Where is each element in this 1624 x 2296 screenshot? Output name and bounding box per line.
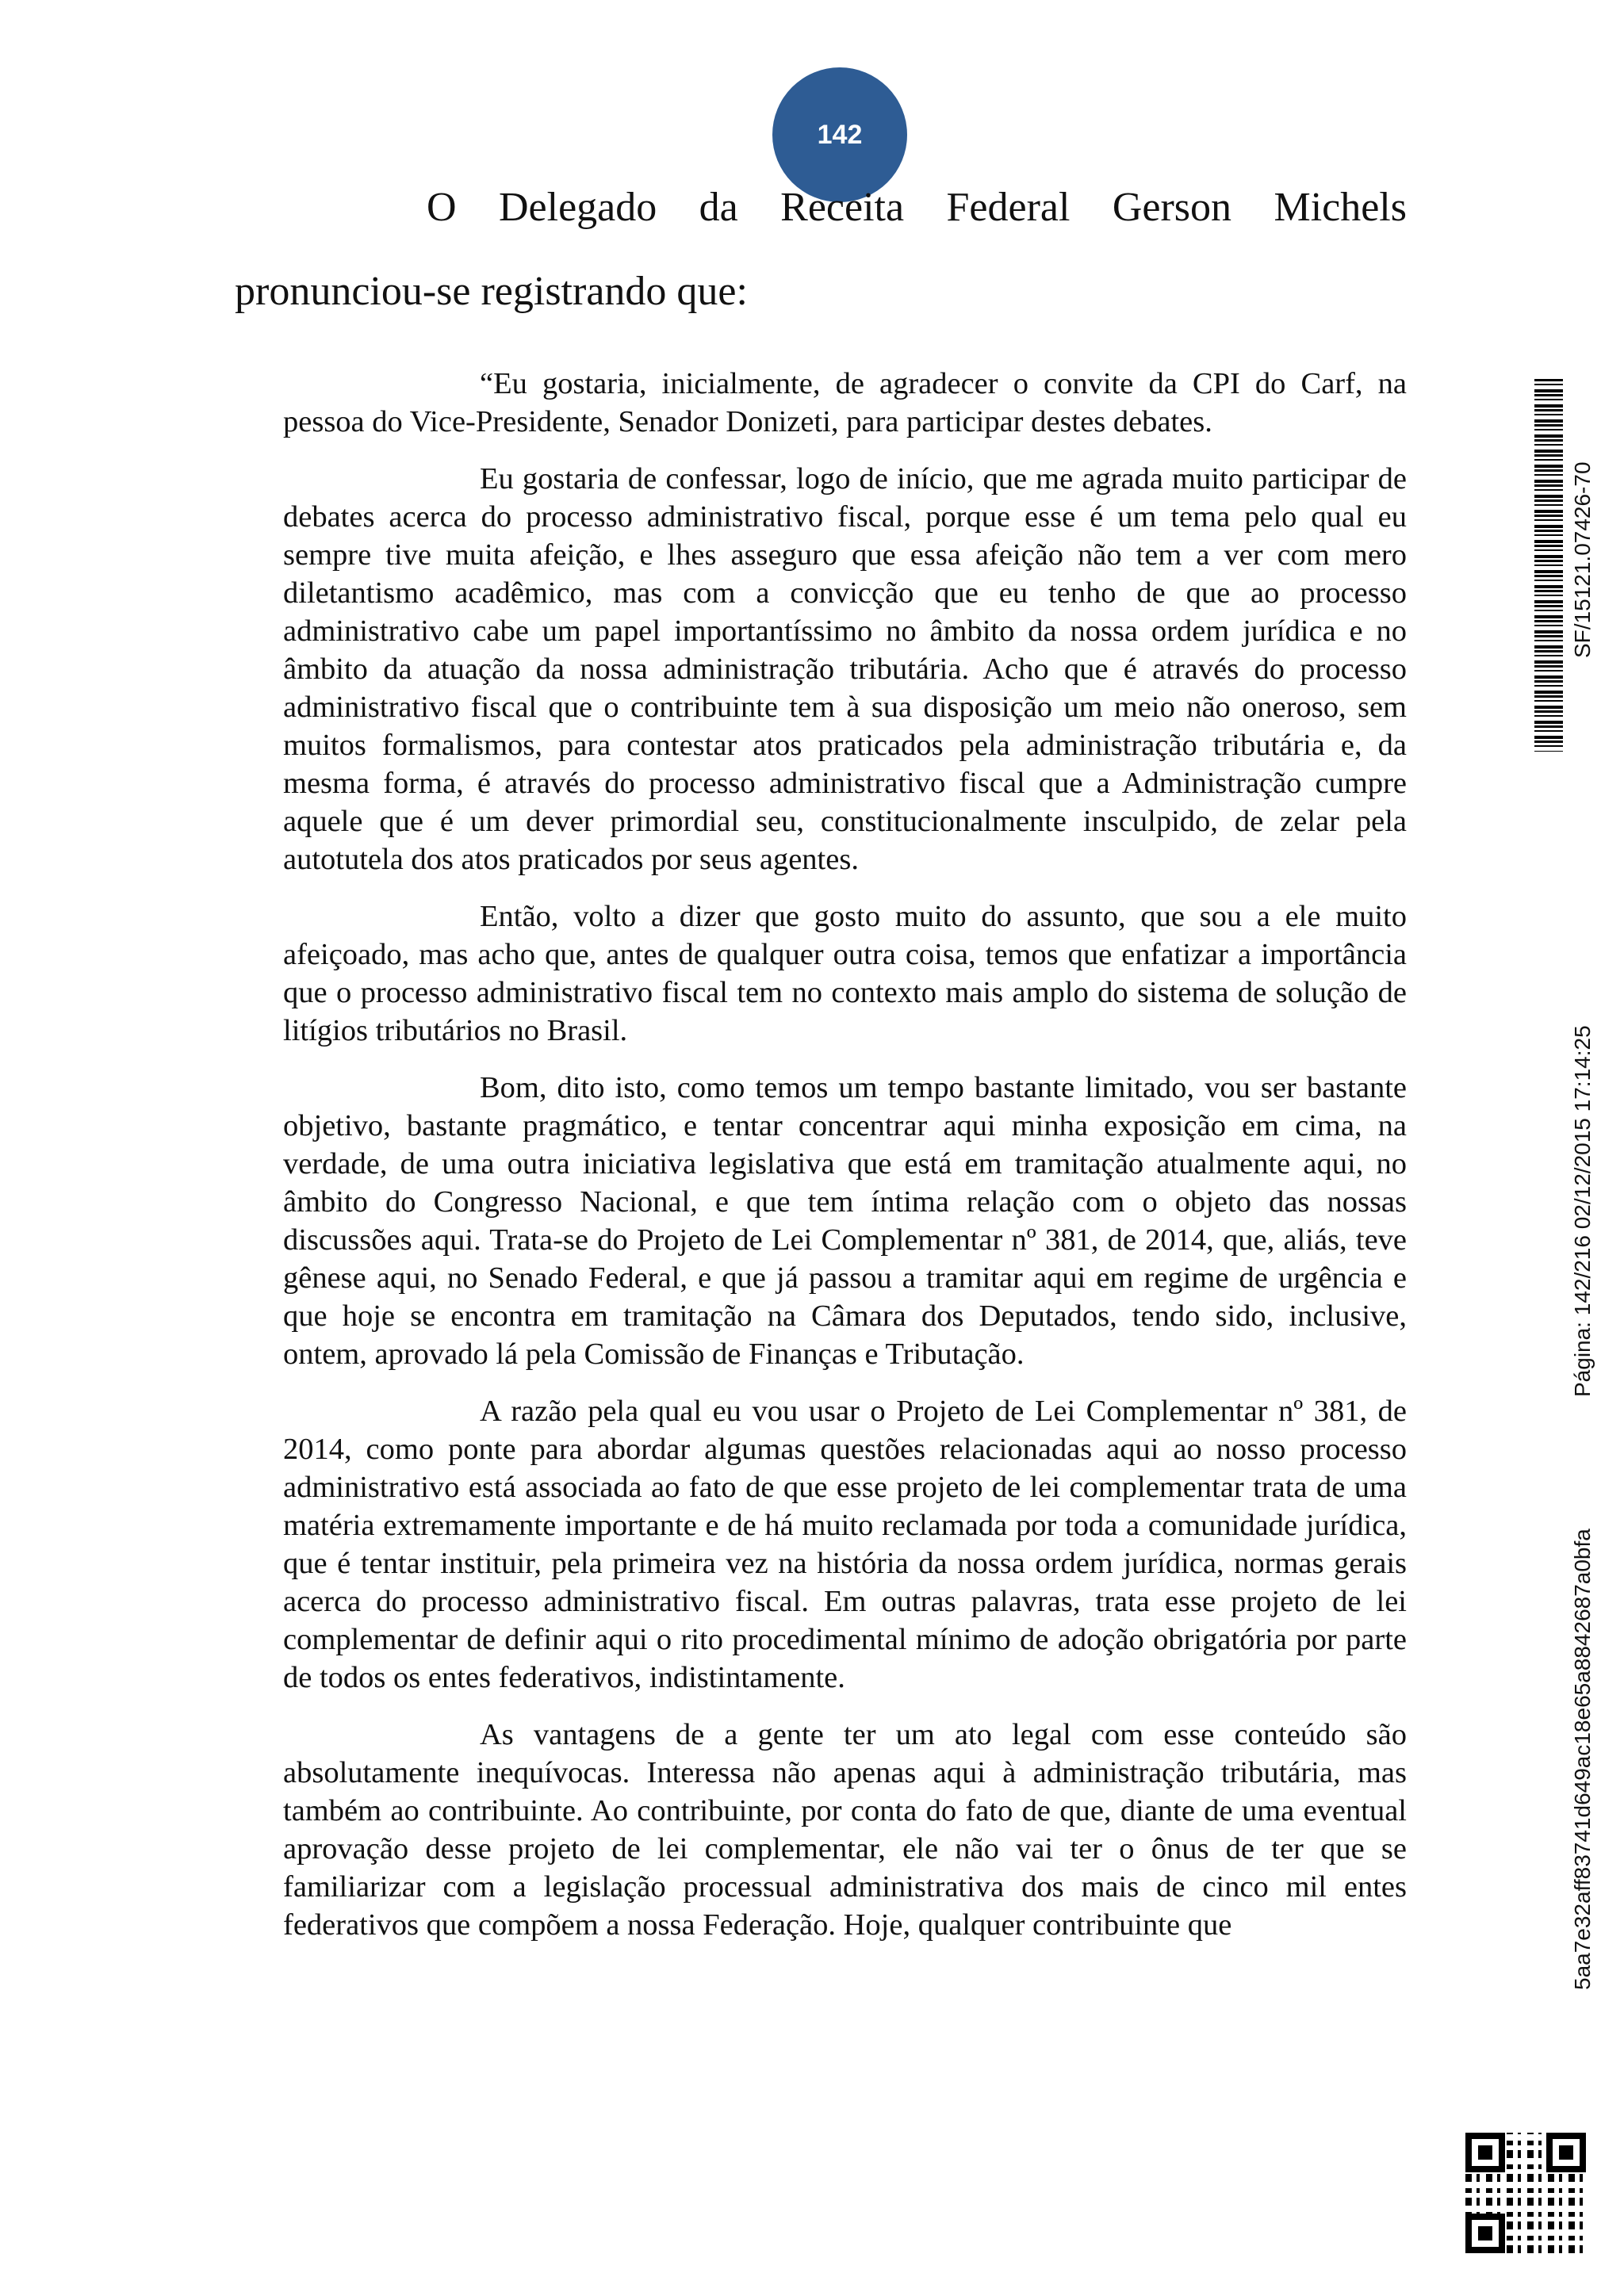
- intro-line-2: pronunciou-se registrando que:: [235, 269, 748, 314]
- intro-line-1: O Delegado da Receita Federal Gerson Michels: [427, 185, 1407, 230]
- barcode-id-text: SF/15121.07426-70: [1570, 461, 1595, 658]
- paragraph: “Eu gostaria, inicialmente, de agradecer o convite da CPI do Carf, na pessoa do Vice-Presidente, Senador Donizeti, para participar destes debates.: [283, 367, 1407, 438]
- paragraph: Eu gostaria de confessar, logo de início, que me agrada muito participar de debates acerca do processo administrativo fiscal, porque esse é um tema pelo qual eu sempre tive muita afeição, e lhes asseguro que essa afeição não tem a ver com mero diletantismo acadêmico, mas com a convicção que eu tenho de que ao processo administrativo cabe um papel importantíssimo no âmbito da nossa ordem jurídica e no âmbito da atuação da nossa administração tributária. Acho que é através do processo administrativo fiscal que o contribuinte tem à sua disposição um meio não oneroso, sem muitos formalismos, para contestar atos praticados pela administração tributária e, da mesma forma, é através do processo administrativo fiscal que a Administração cumpre aquele que é um dever primordial seu, constitucionalmente insculpido, de zelar pela autotutela dos atos praticados por seus agentes.: [283, 462, 1407, 876]
- page-info-text: Página: 142/216 02/12/2015 17:14:25: [1570, 1025, 1595, 1397]
- document-hash-text: 5aa7e32aff83741d649ac18e65a8842687a0bfa: [1570, 1529, 1595, 1990]
- barcode-icon: [1534, 379, 1563, 752]
- document-body: [283, 365, 1407, 1944]
- paragraph: Então, volto a dizer que gosto muito do assunto, que sou a ele muito afeiçoado, mas acho que, antes de qualquer outra coisa, temos que enfatizar a importância que o processo administrativo fiscal tem no contexto mais amplo do sistema de solução de litígios tributários no Brasil.: [283, 900, 1407, 1047]
- paragraph: A razão pela qual eu vou usar o Projeto de Lei Complementar nº 381, de 2014, como ponte para abordar algumas questões relacionadas aqui ao nosso processo administrativo está associada ao fato de que esse projeto de lei complementar trata de uma matéria extremamente importante e de há muito reclamada por toda a comunidade jurídica, que é tentar instituir, pela primeira vez na história da nossa ordem jurídica, normas gerais acerca do processo administrativo fiscal. Em outras palavras, trata esse projeto de lei complementar de definir aqui o rito procedimental mínimo de adoção obrigatória por parte de todos os entes federativos, indistintamente.: [283, 1395, 1407, 1694]
- page-number-badge: 142: [772, 67, 907, 202]
- paragraph: As vantagens de a gente ter um ato legal com esse conteúdo são absolutamente inequívocas. Interessa não apenas aqui à administração tributária, mas também ao contribuinte. Ao contribuinte, por conta do fato de que, diante de uma eventual aprovação desse projeto de lei complementar, ele não vai ter o ônus de ter que se familiarizar com a legislação processual administrativa dos mais de cinco mil entes federativos que compõem a nossa Federação. Hoje, qualquer contribuinte que: [283, 1718, 1407, 1942]
- paragraph: Bom, dito isto, como temos um tempo bastante limitado, vou ser bastante objetivo, bastante pragmático, e tentar concentrar aqui minha exposição em cima, na verdade, de uma outra iniciativa legislativa que está em tramitação atualmente aqui, no âmbito do Congresso Nacional, e que tem íntima relação com o objeto das nossas discussões aqui. Trata-se do Projeto de Lei Complementar nº 381, de 2014, que, aliás, teve gênese aqui, no Senado Federal, e que já passou a tramitar aqui em regime de urgência e que hoje se encontra em tramitação na Câmara dos Deputados, tendo sido, inclusive, ontem, aprovado lá pela Comissão de Finanças e Tributação.: [283, 1071, 1407, 1371]
